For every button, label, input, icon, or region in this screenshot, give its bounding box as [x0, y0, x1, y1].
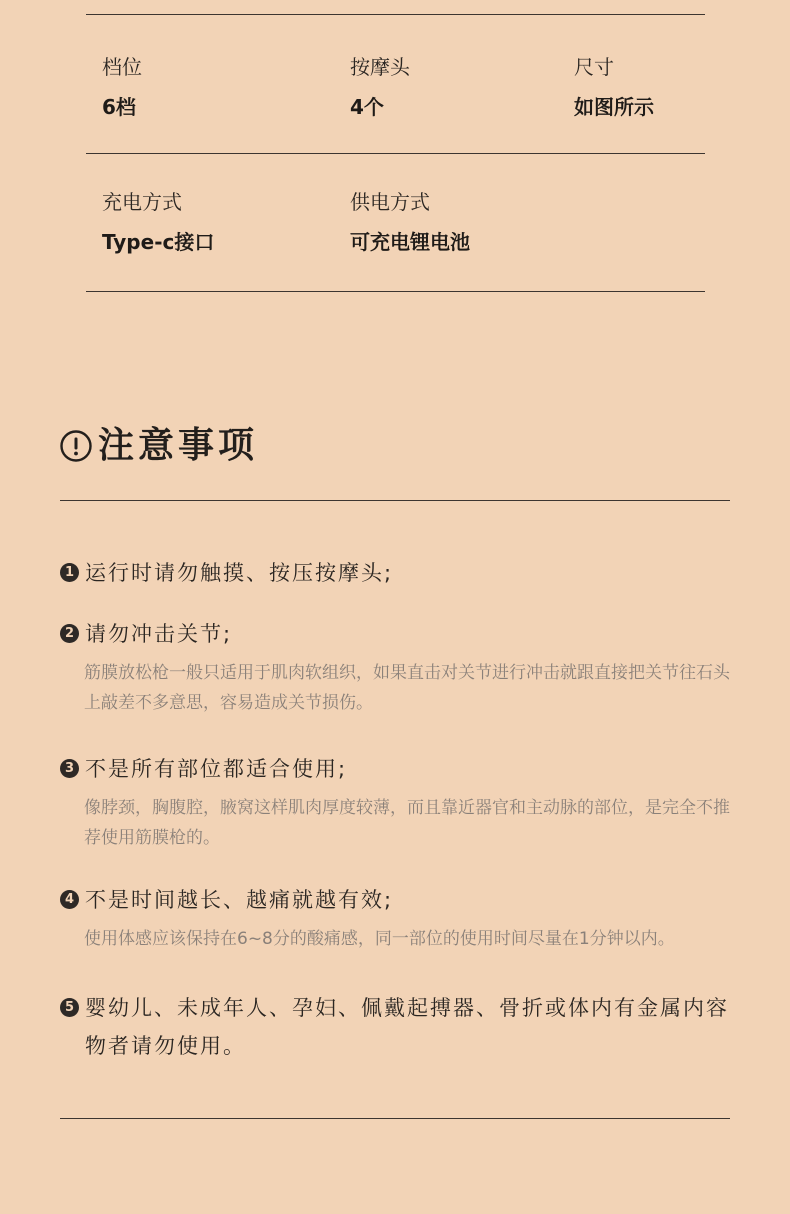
notice-item-4-desc: 使用体感应该保持在6~8分的酸痛感，同一部位的使用时间尽量在1分钟以内。 — [84, 929, 675, 949]
notice-item-2-text: 请勿冲击关节; — [85, 622, 233, 646]
spec-label-size: 尺寸 — [574, 55, 614, 79]
notice-item-2 — [60, 619, 232, 649]
notice-title: 注意事项 — [98, 425, 259, 466]
number-badge-1: 1 — [60, 563, 79, 582]
notice-item-5 — [60, 989, 735, 1065]
spec-value-gear: 6档 — [102, 95, 136, 119]
notice-item-5-text: 婴幼儿、未成年人、孕妇、佩戴起搏器、骨折或体内有金属内容物者请勿使用。 — [85, 996, 729, 1058]
notice-item-4-text: 不是时间越长、越痛就越有效; — [85, 888, 394, 912]
spec-value-power-supply: 可充电锂电池 — [350, 230, 470, 254]
spec-value-massage-head: 4个 — [350, 95, 384, 119]
notice-item-1-text: 运行时请勿触摸、按压按摩头; — [85, 561, 394, 585]
spec-table-top-divider — [86, 14, 705, 15]
spec-value-charging: Type-c接口 — [102, 230, 215, 254]
number-badge-3: 3 — [60, 759, 79, 778]
spec-label-power-supply: 供电方式 — [350, 190, 430, 214]
notice-item-3 — [60, 754, 347, 784]
number-badge-5: 5 — [60, 998, 79, 1017]
number-badge-2: 2 — [60, 624, 79, 643]
notice-bottom-divider — [60, 1118, 730, 1119]
notice-top-divider — [60, 500, 730, 501]
notice-item-1 — [60, 558, 393, 588]
number-badge-4: 4 — [60, 890, 79, 909]
spec-label-charging: 充电方式 — [102, 190, 182, 214]
spec-table-middle-divider — [86, 153, 705, 154]
spec-label-massage-head: 按摩头 — [350, 55, 410, 79]
notice-heading — [60, 422, 258, 470]
notice-item-3-text: 不是所有部位都适合使用; — [85, 757, 348, 781]
notice-item-2-desc: 筋膜放松枪一般只适用于肌肉软组织，如果直击对关节进行冲击就跟直接把关节往石头上敲差不多意思，容易造成关节损伤。 — [84, 663, 730, 713]
notice-item-3-desc: 像脖颈，胸腹腔，腋窝这样肌肉厚度较薄，而且靠近器官和主动脉的部位，是完全不推荐使用筋膜枪的。 — [84, 798, 730, 848]
spec-label-gear: 档位 — [102, 55, 142, 79]
spec-value-size: 如图所示 — [574, 95, 654, 119]
exclamation-circle-icon — [60, 430, 92, 462]
spec-table-bottom-divider — [86, 291, 705, 292]
notice-item-4 — [60, 885, 393, 915]
